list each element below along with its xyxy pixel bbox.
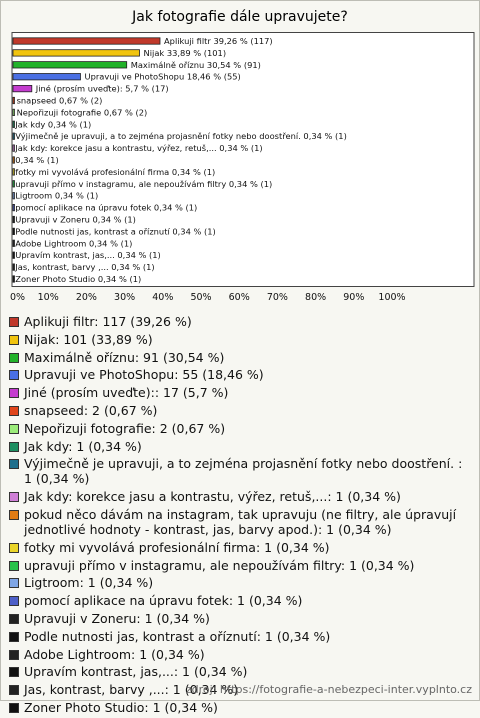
x-tick-label: 20% (75, 292, 97, 303)
legend-label: Jas, kontrast, barvy ,...: 1 (0,34 %) (24, 682, 239, 698)
legend-label: Jak kdy: korekce jasu a kontrastu, výřez, retuš,...: 1 (0,34 %) (24, 489, 401, 505)
bar-label: Ligtroom 0,34 % (1) (15, 190, 99, 201)
bar (13, 157, 15, 163)
legend-label: Podle nutnosti jas, kontrast a oříznutí: 1 (0,34 %) (24, 628, 331, 644)
legend-label: Jak kdy: 1 (0,34 %) (24, 438, 142, 454)
bar-label: Aplikuji filtr 39,26 % (117) (164, 36, 273, 46)
bar-label: upravuji přímo v instagramu, ale nepoužívám filtry 0,34 % (1) (15, 178, 273, 189)
bar-label: pomocí aplikace na úpravu fotek 0,34 % (1) (15, 202, 198, 213)
legend-item (8, 385, 474, 400)
bar-label: Zoner Photo Studio 0,34 % (1) (15, 274, 142, 284)
legend-item (8, 456, 474, 486)
bar (13, 145, 15, 151)
legend-item (8, 439, 474, 454)
bar-label: fotky mi vyvolává profesionální firma 0,34 % (1) (15, 166, 216, 177)
bar (13, 276, 15, 282)
bar (13, 74, 81, 80)
legend-label: Jiné (prosím uveďte):: 17 (5,7 %) (24, 385, 229, 401)
legend-item (8, 700, 474, 715)
bar (13, 62, 127, 68)
bar-label: Jas, kontrast, barvy ,... 0,34 % (1) (15, 262, 155, 273)
legend-swatch (9, 388, 19, 398)
legend-swatch (9, 335, 19, 345)
legend-swatch (9, 703, 19, 713)
legend-item (8, 575, 474, 590)
x-tick-label: 70% (266, 292, 288, 303)
legend-label: Adobe Lightroom: 1 (0,34 %) (24, 646, 205, 662)
bar-label: snapseed 0,67 % (2) (16, 95, 103, 106)
legend-label: Maximálně oříznu: 91 (30,54 %) (24, 349, 225, 365)
bar-label: Upravuji v Zoneru 0,34 % (1) (15, 214, 136, 225)
bar (13, 252, 15, 258)
legend-swatch (9, 614, 19, 624)
x-tick-label: 30% (114, 292, 136, 303)
legend-swatch (9, 353, 19, 363)
x-tick-label: 40% (152, 292, 174, 303)
legend-swatch (9, 561, 19, 571)
legend-swatch (9, 406, 19, 416)
legend-item (8, 593, 474, 608)
bar (13, 240, 15, 246)
bar (13, 193, 15, 199)
chart-title: Jak fotografie dále upravujete? (132, 9, 348, 25)
x-tick-label: 60% (228, 292, 250, 303)
legend-item (8, 558, 474, 573)
bar-label: Nepořizuji fotografie 0,67 % (2) (16, 107, 148, 118)
legend-swatch (9, 317, 19, 327)
legend-label: snapseed: 2 (0,67 %) (24, 402, 158, 418)
legend-item (8, 403, 474, 418)
legend-swatch (9, 459, 19, 469)
legend-label: Upravím kontrast, jas,...: 1 (0,34 %) (24, 664, 248, 680)
legend-item (8, 540, 474, 555)
legend-swatch (9, 492, 19, 502)
legend-item (8, 367, 474, 382)
x-tick-label: 50% (190, 292, 212, 303)
legend-item (8, 350, 474, 365)
legend-label: fotky mi vyvolává profesionální firma: 1 (0,34 %) (24, 539, 330, 555)
legend-item (8, 647, 474, 662)
bar-label: Podle nutnosti jas, kontrast a oříznutí 0,34 % (1) (15, 226, 216, 237)
legend-item (8, 332, 474, 347)
source-credit: zdroj: https://fotografie-a-nebezpeci-inter.vyplnto.cz (185, 683, 472, 696)
legend-swatch (9, 685, 19, 695)
bar (13, 97, 15, 103)
legend-label: Aplikuji filtr: 117 (39,26 %) (24, 314, 192, 329)
legend-item (8, 664, 474, 679)
bar (13, 264, 15, 270)
bar (13, 204, 15, 210)
bar (13, 181, 15, 187)
bar-label: Maximálně oříznu 30,54 % (91) (130, 59, 261, 70)
legend-item (8, 611, 474, 626)
legend-item (8, 489, 474, 504)
legend-swatch (9, 370, 19, 380)
legend-label: Ligtroom: 1 (0,34 %) (24, 575, 154, 591)
bar (13, 216, 15, 222)
bar-label: Nijak 33,89 % (101) (143, 47, 227, 58)
chart-legend (8, 314, 474, 718)
legend-item (8, 314, 474, 329)
legend-swatch (9, 442, 19, 452)
bar (13, 109, 15, 115)
x-tick-label: 90% (343, 292, 365, 303)
bar (13, 121, 15, 127)
legend-label: Upravuji ve PhotoShopu: 55 (18,46 %) (24, 367, 264, 383)
legend-swatch (9, 578, 19, 588)
bar-label: Výjimečně je upravuji, a to zejména projasnění fotky nebo doostření. 0,34 % (1) (15, 131, 347, 142)
bar (13, 38, 160, 44)
legend-label: Nepořizuji fotografie: 2 (0,67 %) (24, 420, 226, 436)
legend-label: Výjimečně je upravuji, a to zejména projasnění fotky nebo doostření. : 1 (0,34 %) (24, 456, 463, 487)
legend-item (8, 421, 474, 436)
legend-swatch (9, 543, 19, 553)
legend-swatch (9, 596, 19, 606)
legend-item (8, 507, 474, 537)
bar-label: Upravím kontrast, jas,... 0,34 % (1) (15, 250, 161, 261)
bar (13, 228, 15, 234)
plot-area (12, 33, 474, 287)
legend-label: upravuji přímo v instagramu, ale nepoužívám filtry: 1 (0,34 %) (24, 557, 415, 573)
bar-label: Upravuji ve PhotoShopu 18,46 % (55) (84, 71, 241, 82)
legend-swatch (9, 667, 19, 677)
bar-label: Jak kdy 0,34 % (1) (15, 119, 92, 130)
bar (13, 169, 15, 175)
legend-label: pokud něco dávám na instagram, tak upravuju (ne filtry, ale úpravují jednotlivé hodnoty - kontrast, jas, barvy apod.): 1 (0,34 %) (24, 506, 457, 537)
x-tick-label: 100% (378, 292, 406, 303)
legend-label: Zoner Photo Studio: 1 (0,34 %) (24, 699, 218, 715)
bar-label: Jak kdy: korekce jasu a kontrastu, výřez, retuš,... 0,34 % (1) (15, 143, 263, 154)
legend-swatch (9, 510, 19, 520)
x-tick-label: 0% (10, 292, 26, 303)
bar-label: Adobe Lightroom 0,34 % (1) (15, 238, 133, 249)
legend-swatch (9, 650, 19, 660)
legend-swatch (9, 424, 19, 434)
bar (13, 85, 32, 91)
legend-label: Upravuji v Zoneru: 1 (0,34 %) (24, 610, 210, 626)
bar (13, 50, 140, 56)
bar-label: Jiné (prosím uveďte): 5,7 % (17) (35, 83, 169, 94)
bar-label: 0,34 % (1) (15, 155, 59, 165)
legend-label: Nijak: 101 (33,89 %) (24, 331, 153, 347)
legend-label: pomocí aplikace na úpravu fotek: 1 (0,34 %) (24, 593, 303, 609)
legend-swatch (9, 632, 19, 642)
legend-item (8, 629, 474, 644)
x-tick-label: 80% (305, 292, 327, 303)
bar-chart (8, 32, 479, 303)
bar (13, 133, 15, 139)
x-tick-label: 10% (37, 292, 59, 303)
